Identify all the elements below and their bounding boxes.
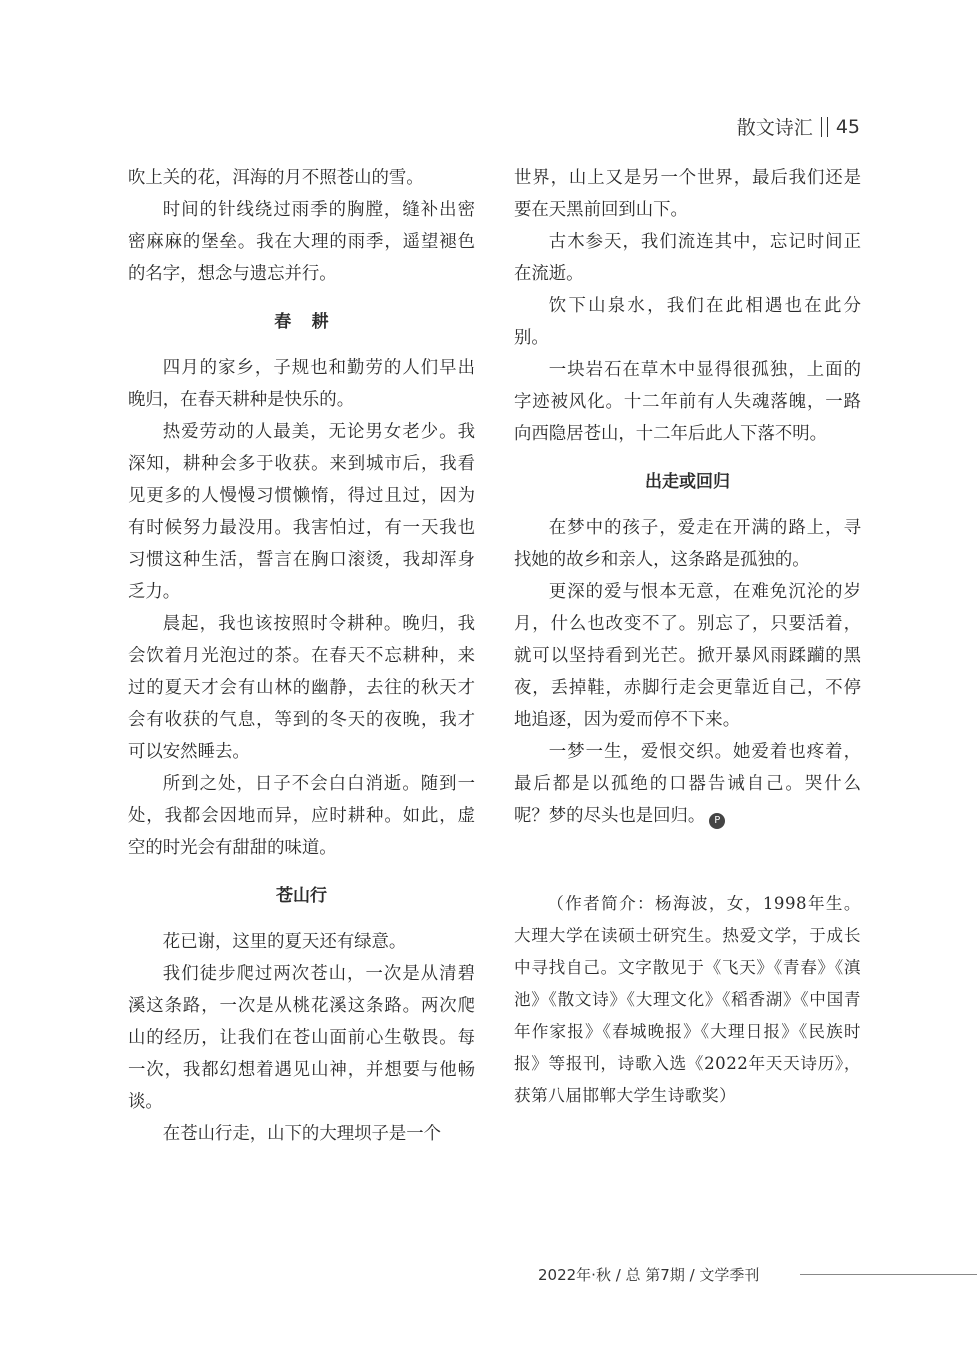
paragraph: 所到之处，日子不会白白消逝。随到一处，我都会因地而异，应时耕种。如此，虚空的时光会有甜甜的味道。 <box>128 774 475 858</box>
paragraph-text: 一梦一生，爱恨交织。她爱着也疼着，最后都是以孤绝的口器告诫自己。哭什么呢？梦的尽头也是回归。 <box>514 742 861 826</box>
section-heading-chungeng: 春耕 <box>274 312 350 332</box>
end-mark-icon: P <box>709 813 725 829</box>
paragraph <box>514 736 861 832</box>
paragraph: 古木参天，我们流连其中，忘记时间正在流逝。 <box>514 232 861 284</box>
paragraph: 热爱劳动的人最美，无论男女老少。我深知，耕种会多于收获。来到城市后，我看见更多的人慢慢习惯懒惰，得过且过，因为有时候努力最没用。我害怕过，有一天我也习惯这种生活，誓言在胸口滚烫，我却浑身乏力。 <box>128 422 475 602</box>
paragraph: 更深的爱与恨本无意，在难免沉沦的岁月，什么也改变不了。别忘了，只要活着，就可以坚持看到光芒。掀开暴风雨蹂躏的黑夜，丢掉鞋，赤脚行走会更靠近自己，不停地追逐，因为爱而停不下来。 <box>514 582 861 730</box>
paragraph: 花已谢，这里的夏天还有绿意。 <box>162 932 407 952</box>
paragraph: 饮下山泉水，我们在此相遇也在此分别。 <box>514 296 861 348</box>
paragraph: 在梦中的孩子，爱走在开满的路上，寻找她的故乡和亲人，这条路是孤独的。 <box>514 518 861 570</box>
paragraph: 我们徒步爬过两次苍山，一次是从清碧溪这条路，一次是从桃花溪这条路。两次爬山的经历，让我们在苍山面前心生敬畏。每一次，我都幻想着遇见山神，并想要与他畅谈。 <box>128 964 475 1112</box>
page-footer: 2022年·秋 / 总 第7期 / 文学季刊 <box>538 1266 760 1284</box>
paragraph: 吹上关的花，洱海的月不照苍山的雪。 <box>128 168 424 188</box>
section-heading-cangshanxing: 苍山行 <box>276 886 327 906</box>
left-column <box>128 162 475 1150</box>
author-bio <box>514 888 861 1112</box>
paragraph: 时间的针线绕过雨季的胸膛，缝补出密密麻麻的堡垒。我在大理的雨季，遥望褪色的名字，想念与遗忘并行。 <box>128 200 475 284</box>
paragraph: 晨起，我也该按照时令耕种。晚归，我会饮着月光泡过的茶。在春天不忘耕种，来过的夏天才会有山林的幽静，去往的秋天才会有收获的气息，等到的冬天的夜晚，我才可以安然睡去。 <box>128 614 475 762</box>
footer-rule <box>800 1274 977 1275</box>
page-number: 45 <box>835 115 860 138</box>
paragraph: 在苍山行走，山下的大理坝子是一个 <box>162 1124 442 1144</box>
paragraph: 四月的家乡，子规也和勤劳的人们早出晚归，在春天耕种是快乐的。 <box>128 358 475 410</box>
paragraph: 一块岩石在草木中显得很孤独，上面的字迹被风化。十二年前有人失魂落魄，一路向西隐居苍山，十二年后此人下落不明。 <box>514 360 861 444</box>
section-title: 散文诗汇 <box>736 117 813 139</box>
page-header <box>737 113 860 140</box>
author-bio-text: （作者简介：杨海波，女，1998年生。大理大学在读硕士研究生。热爱文学，于成长中寻找自己。文字散见于《飞天》《青春》《滇池》《散文诗》《大理文化》《稻香湖》《中国青年作家报》《春城晚报》《大理日报》《民族时报》等报刊，诗歌入选《2022年天天诗历》，获第八届邯郸大学生诗歌奖） <box>514 894 861 1105</box>
section-heading-chuzouhuogui: 出走或回归 <box>645 472 730 492</box>
right-column <box>514 162 861 1112</box>
header-separator <box>821 117 828 137</box>
paragraph: 世界，山上又是另一个世界，最后我们还是要在天黑前回到山下。 <box>514 168 861 220</box>
